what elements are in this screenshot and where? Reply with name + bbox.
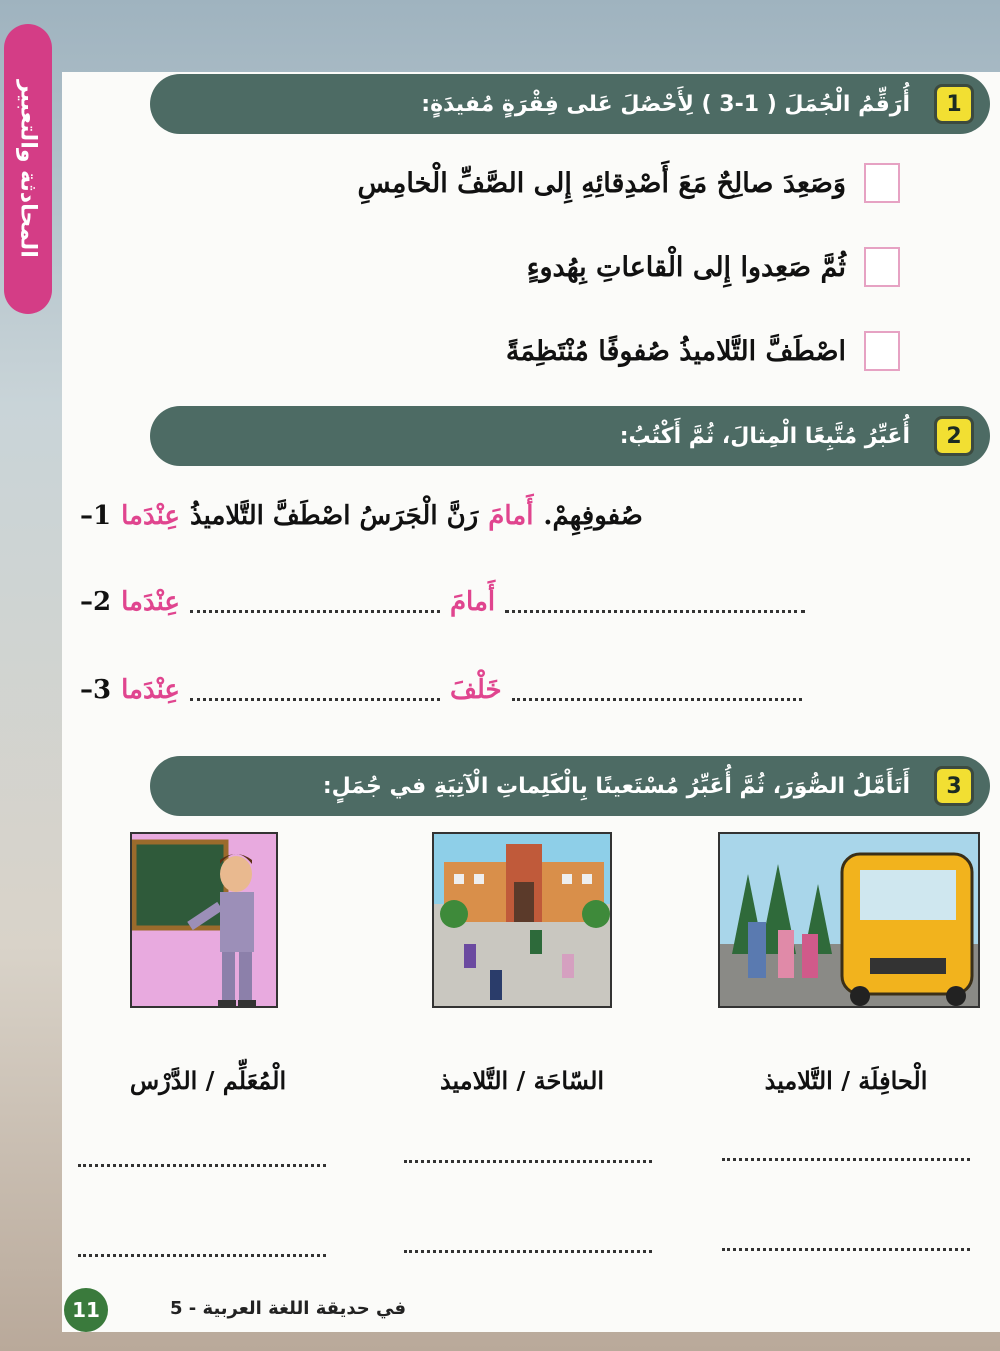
answer-line-bus-2[interactable] xyxy=(722,1248,970,1251)
section-2-banner xyxy=(150,406,990,466)
sentence-1: وَصَعِدَ صالِحٌ مَعَ أَصْدِقائِهِ إِلى الصَّفِّ الْخامِسِ xyxy=(357,167,846,199)
section-3-instruction: أَتَأَمَّلُ الصُّوَرَ، ثُمَّ أُعَبِّرُ مُسْتَعينًا بِالْكَلِماتِ الْآتِيَةِ في جُمَلٍ: xyxy=(322,773,910,799)
example-middle: رَنَّ الْجَرَسُ اصْطَفَّ التَّلاميذُ xyxy=(189,501,479,531)
line-3-word-1: عِنْدَما xyxy=(121,675,180,705)
line-2-number: 2– xyxy=(80,587,112,617)
section-3-number: 3 xyxy=(934,766,974,806)
order-box-1[interactable] xyxy=(864,163,900,203)
caption-teacher: الْمُعَلِّم / الدَّرْس xyxy=(129,1066,287,1095)
section-1-instruction: أُرَقِّمُ الْجُمَلَ ( 1-3 ) لِأَحْصُلَ عَلى فِقْرَةٍ مُفيدَةٍ: xyxy=(421,91,910,117)
example-number: 1– xyxy=(80,501,112,531)
book-title: في حديقة اللغة العربية - 5 xyxy=(170,1298,406,1319)
section-1-number: 1 xyxy=(934,84,974,124)
schoolyard-picture xyxy=(432,832,612,1008)
page-number: 11 xyxy=(64,1288,108,1332)
example-word-1: عِنْدَما xyxy=(121,501,180,531)
line-2-blank-1[interactable] xyxy=(190,591,440,613)
example-line xyxy=(80,492,960,540)
answer-line-yard-2[interactable] xyxy=(404,1250,652,1253)
line-2-word-2: أَمامَ xyxy=(449,587,496,617)
sentence-2: ثُمَّ صَعِدوا إِلى الْقاعاتِ بِهُدوءٍ xyxy=(526,251,846,283)
sentence-row-1 xyxy=(260,158,900,208)
line-2-word-1: عِنْدَما xyxy=(121,587,180,617)
sentence-row-2 xyxy=(260,242,900,292)
order-box-3[interactable] xyxy=(864,331,900,371)
teacher-illustration xyxy=(132,834,278,1008)
line-3-number: 3– xyxy=(80,675,112,705)
caption-yard: السّاحَة / التَّلاميذ xyxy=(439,1066,605,1095)
sentence-3: اصْطَفَّ التَّلاميذُ صُفوفًا مُنْتَظِمَةً xyxy=(505,335,846,367)
line-2-blank-2[interactable] xyxy=(505,591,805,613)
exercise-line-3 xyxy=(80,666,960,714)
bus-illustration xyxy=(720,834,980,1008)
section-2-instruction: أُعَبِّرُ مُتَّبِعًا الْمِثالَ، ثُمَّ أَكْتُبُ: xyxy=(619,423,910,449)
section-2-number: 2 xyxy=(934,416,974,456)
example-end: صُفوفِهِمْ. xyxy=(543,501,643,531)
order-box-2[interactable] xyxy=(864,247,900,287)
section-1-banner xyxy=(150,74,990,134)
caption-bus: الْحافِلَة / التَّلاميذ xyxy=(764,1066,928,1095)
line-3-blank-1[interactable] xyxy=(190,679,440,701)
line-3-blank-2[interactable] xyxy=(512,679,802,701)
sentence-row-3 xyxy=(260,326,900,376)
schoolyard-illustration xyxy=(434,834,612,1008)
answer-line-teacher-1[interactable] xyxy=(78,1164,326,1167)
section-3-banner xyxy=(150,756,990,816)
line-3-word-2: خَلْفَ xyxy=(449,675,502,705)
teacher-picture xyxy=(130,832,278,1008)
bus-picture xyxy=(718,832,980,1008)
answer-line-teacher-2[interactable] xyxy=(78,1254,326,1257)
answer-line-yard-1[interactable] xyxy=(404,1160,652,1163)
side-tab-label: المحادثة والتعبير xyxy=(15,80,41,258)
section-side-tab xyxy=(4,24,52,314)
example-word-2: أَمامَ xyxy=(488,501,534,531)
answer-line-bus-1[interactable] xyxy=(722,1158,970,1161)
exercise-line-2 xyxy=(80,578,960,626)
